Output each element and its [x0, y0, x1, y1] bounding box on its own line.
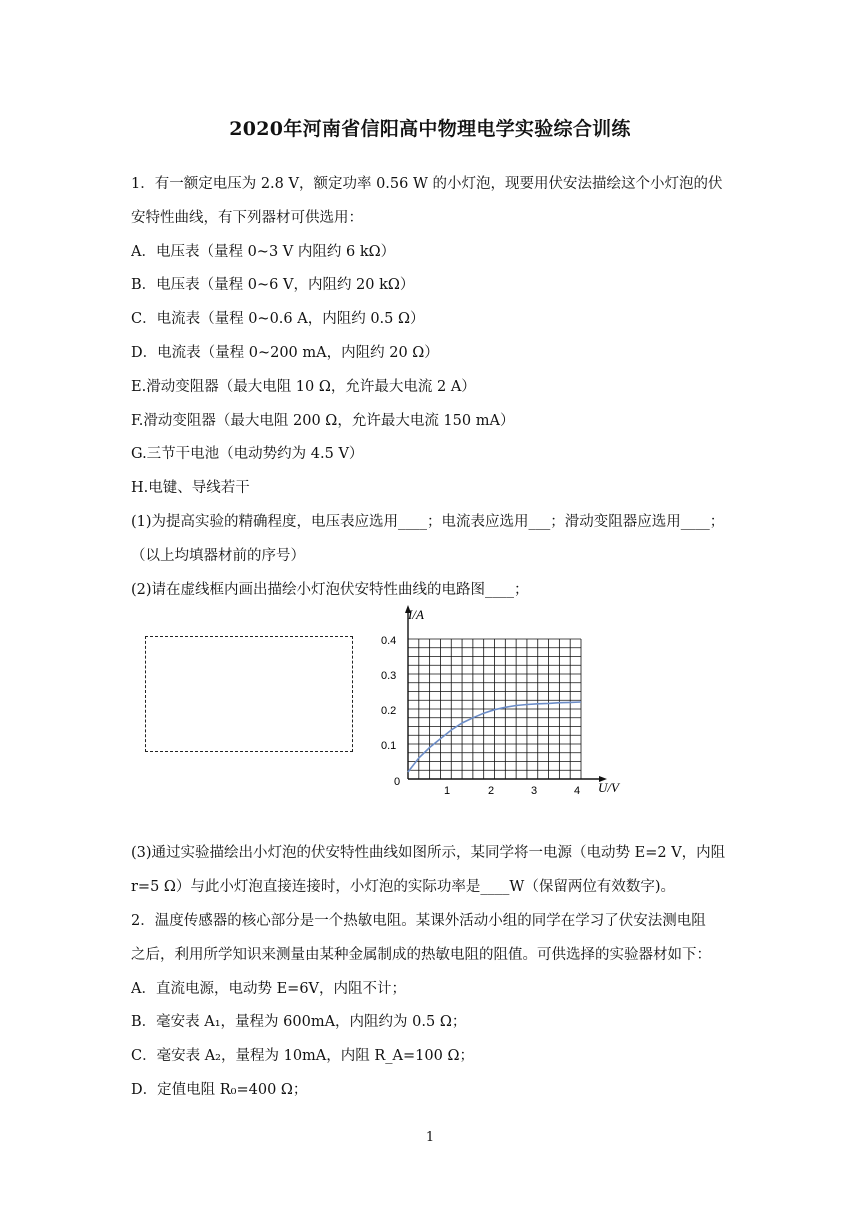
option-f: F.滑动变阻器（最大电阻 200 Ω，允许最大电流 150 mA） — [131, 412, 515, 429]
option-g: G.三节干电池（电动势约为 4.5 V） — [131, 446, 364, 463]
option-a: A．直流电源，电动势 E=6V，内阻不计； — [131, 980, 407, 997]
figure-area — [131, 607, 731, 837]
chart-x-tick-label: 3 — [531, 785, 538, 798]
question-continued — [131, 837, 731, 1107]
chart-y-tick-label: 0.1 — [381, 740, 397, 753]
sub-question-3: (3)通过实验描绘出小灯泡的伏安特性曲线如图所示，某同学将一电源（电动势 E=2 V，内阻 — [131, 845, 726, 862]
document-body — [131, 168, 731, 1108]
sub-question-1: (1)为提高实验的精确程度，电压表应选用____；电流表应选用___；滑动变阻器应选用____； — [131, 513, 725, 530]
question-2-text: 之后，利用所学知识来测量由某种金属制成的热敏电阻的阻值。可供选择的实验器材如下： — [131, 946, 711, 963]
chart-x-tick-label: 2 — [488, 785, 495, 798]
chart-y-tick-label: 0.3 — [381, 670, 397, 683]
text-line: 1．有一额定电压为 2.8 V，额定功率 0.56 W 的小灯泡，现要用伏安法描绘这个小灯泡的伏 — [131, 176, 723, 192]
text-line: 安特性曲线，有下列器材可供选用： — [131, 209, 363, 226]
chart-y-tick-label: 0.2 — [381, 705, 397, 718]
page-number: 1 — [425, 1130, 435, 1145]
chart-x-axis-label: U/V — [598, 780, 619, 796]
chart-origin-label: 0 — [394, 776, 401, 789]
option-c: C．毫安表 A₂，量程为 10mA，内阻 R_A=100 Ω； — [131, 1048, 474, 1065]
chart-x-tick-label: 1 — [444, 785, 451, 798]
chart-y-axis-label: I/A — [408, 607, 424, 623]
option-h: H.电键、导线若干 — [131, 480, 250, 497]
iv-curve-chart — [376, 599, 636, 799]
option-b: B．毫安表 A₁，量程为 600mA，内阻约为 0.5 Ω； — [131, 1014, 467, 1031]
question-1-text — [131, 168, 731, 607]
page-title: 2020年河南省信阳高中物理电学实验综合训练 — [229, 118, 631, 140]
circuit-drawing-box — [145, 636, 353, 752]
chart-y-tick-label: 0.4 — [381, 635, 397, 648]
option-b: B．电压表（量程 0~6 V，内阻约 20 kΩ） — [131, 277, 415, 294]
sub-question-2: (2)请在虚线框内画出描绘小灯泡伏安特性曲线的电路图____； — [131, 581, 529, 598]
option-e: E.滑动变阻器（最大电阻 10 Ω，允许最大电流 2 A） — [131, 378, 476, 395]
chart-axes — [405, 605, 607, 782]
sub-question-1-note: （以上均填器材前的序号） — [131, 547, 305, 564]
option-c: C．电流表（量程 0~0.6 A，内阻约 0.5 Ω） — [131, 311, 425, 328]
option-d: D．电流表（量程 0~200 mA，内阻约 20 Ω） — [131, 344, 439, 361]
option-a: A．电压表（量程 0~3 V 内阻约 6 kΩ） — [131, 243, 396, 260]
option-d: D．定值电阻 R₀=400 Ω； — [131, 1081, 308, 1098]
question-2-text: 2．温度传感器的核心部分是一个热敏电阻。某课外活动小组的同学在学习了伏安法测电阻 — [131, 912, 706, 929]
chart-x-tick-label: 4 — [574, 785, 581, 798]
sub-question-3-cont: r=5 Ω）与此小灯泡直接连接时，小灯泡的实际功率是____W（保留两位有效数字)。 — [131, 879, 675, 896]
